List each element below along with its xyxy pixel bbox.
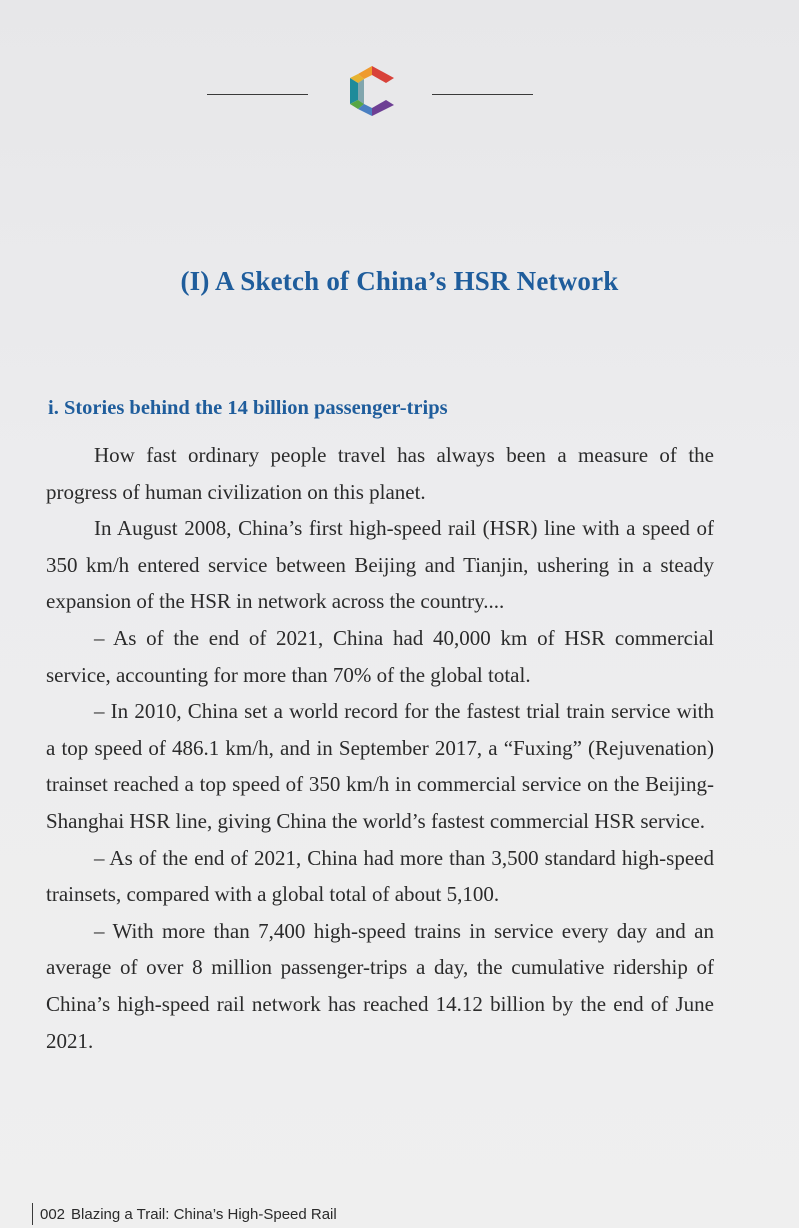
paragraph: How fast ordinary people travel has always been a measure of the progress of human civilization on this planet. <box>46 443 714 504</box>
body-text <box>46 437 714 1059</box>
page-number: 002 <box>40 1205 66 1223</box>
c-hexagon-logo-icon <box>346 64 398 118</box>
ornament-line-left <box>207 94 308 95</box>
book-title: Blazing a Trail: China’s High-Speed Rail <box>71 1205 337 1223</box>
page-footer <box>32 1200 337 1228</box>
ornament-line-right <box>432 94 533 95</box>
paragraph: – In 2010, China set a world record for the fastest trial train service with a top speed of 486.1 km/h, and in September 2017, a “Fuxing” (Rejuvenation) trainset reached a top speed of 350 km/h in commercial service on the Beijing-Shanghai HSR line, giving China the world’s fastest commercial HSR service. <box>46 699 714 833</box>
paragraph: – As of the end of 2021, China had 40,000 km of HSR commercial service, accounting for more than 70% of the global total. <box>46 625 714 687</box>
paragraph: – As of the end of 2021, China had more than 3,500 standard high-speed trainsets, compared with a global total of about 5,100. <box>46 845 714 907</box>
paragraph: – With more than 7,400 high-speed trains in service every day and an average of over 8 million passenger-trips a day, the cumulative ridership of China’s high-speed rail network has reached 14.12 billion by the end of June 2021. <box>46 918 714 1053</box>
subsection-title: i. Stories behind the 14 billion passenger-trips <box>48 397 448 419</box>
paragraph: In August 2008, China’s first high-speed rail (HSR) line with a speed of 350 km/h entered service between Beijing and Tianjin, ushering in a steady expansion of the HSR in network across the country.... <box>46 516 714 614</box>
section-title: (I) A Sketch of China’s HSR Network <box>180 266 619 296</box>
footer-divider <box>32 1203 33 1225</box>
